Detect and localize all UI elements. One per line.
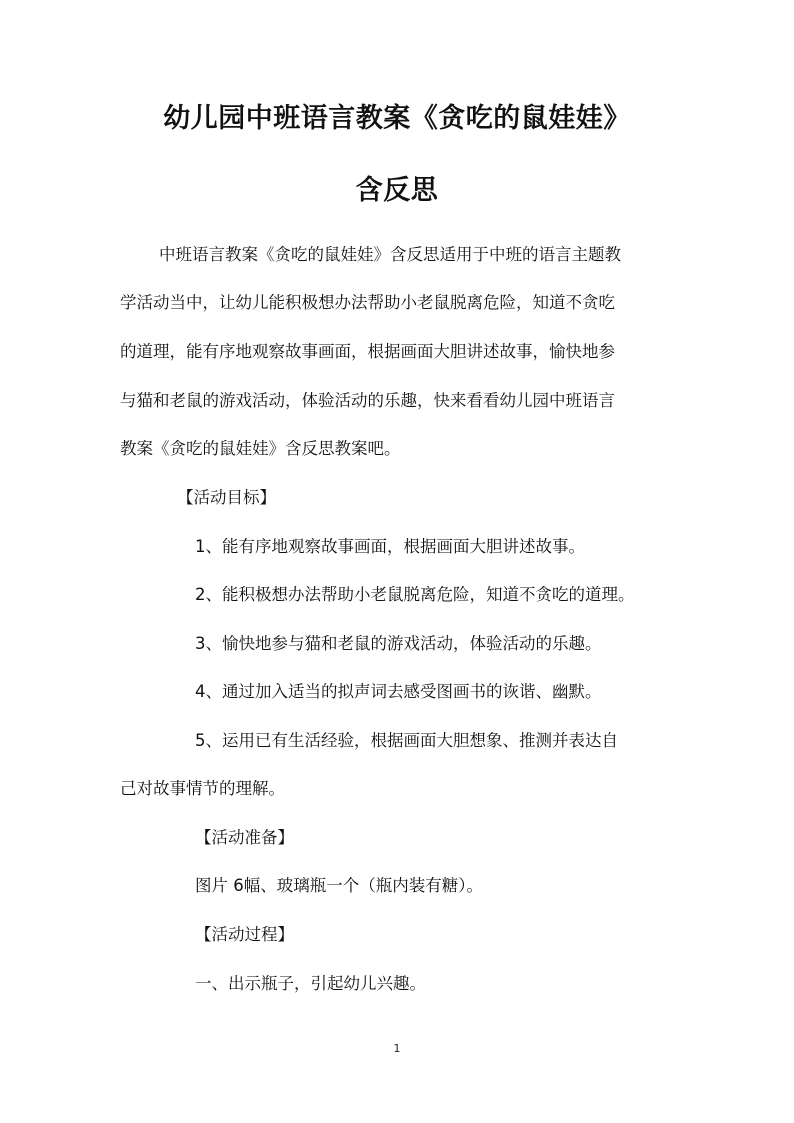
process-step-1: 一、出示瓶子，引起幼儿兴趣。 bbox=[195, 974, 426, 993]
goal-item-4: 4、通过加入适当的拟声词去感受图画书的诙谐、幽默。 bbox=[195, 682, 602, 701]
intro-line-2: 学活动当中，让幼儿能积极想办法帮助小老鼠脱离危险，知道不贪吃 bbox=[120, 293, 615, 312]
intro-line-3: 的道理，能有序地观察故事画面，根据画面大胆讲述故事，愉快地参 bbox=[120, 342, 615, 361]
prep-text: 图片 6幅、玻璃瓶一个（瓶内装有糖）。 bbox=[195, 876, 483, 895]
goal-item-2: 2、能积极想办法帮助小老鼠脱离危险，知道不贪吃的道理。 bbox=[195, 585, 635, 604]
goal-item-3: 3、愉快地参与猫和老鼠的游戏活动，体验活动的乐趣。 bbox=[195, 634, 602, 653]
intro-line-1: 中班语言教案《贪吃的鼠娃娃》含反思适用于中班的语言主题教 bbox=[159, 245, 621, 264]
goal-item-5: 5、运用已有生活经验，根据画面大胆想象、推测并表达自 bbox=[195, 731, 618, 750]
process-heading: 【活动过程】 bbox=[195, 925, 294, 944]
document-title-line-2: 含反思 bbox=[355, 175, 439, 206]
document-title-line-1: 幼儿园中班语言教案《贪吃的鼠娃娃》 bbox=[163, 103, 631, 134]
intro-line-4: 与猫和老鼠的游戏活动，体验活动的乐趣，快来看看幼儿园中班语言 bbox=[120, 391, 615, 410]
intro-line-5: 教案《贪吃的鼠娃娃》含反思教案吧。 bbox=[120, 439, 401, 458]
goal-item-1: 1、能有序地观察故事画面，根据画面大胆讲述故事。 bbox=[195, 537, 585, 556]
goal-item-5-continued: 己对故事情节的理解。 bbox=[120, 779, 285, 798]
page-number: 1 bbox=[393, 1042, 401, 1055]
goals-heading: 【活动目标】 bbox=[177, 488, 276, 507]
prep-heading: 【活动准备】 bbox=[195, 828, 294, 847]
